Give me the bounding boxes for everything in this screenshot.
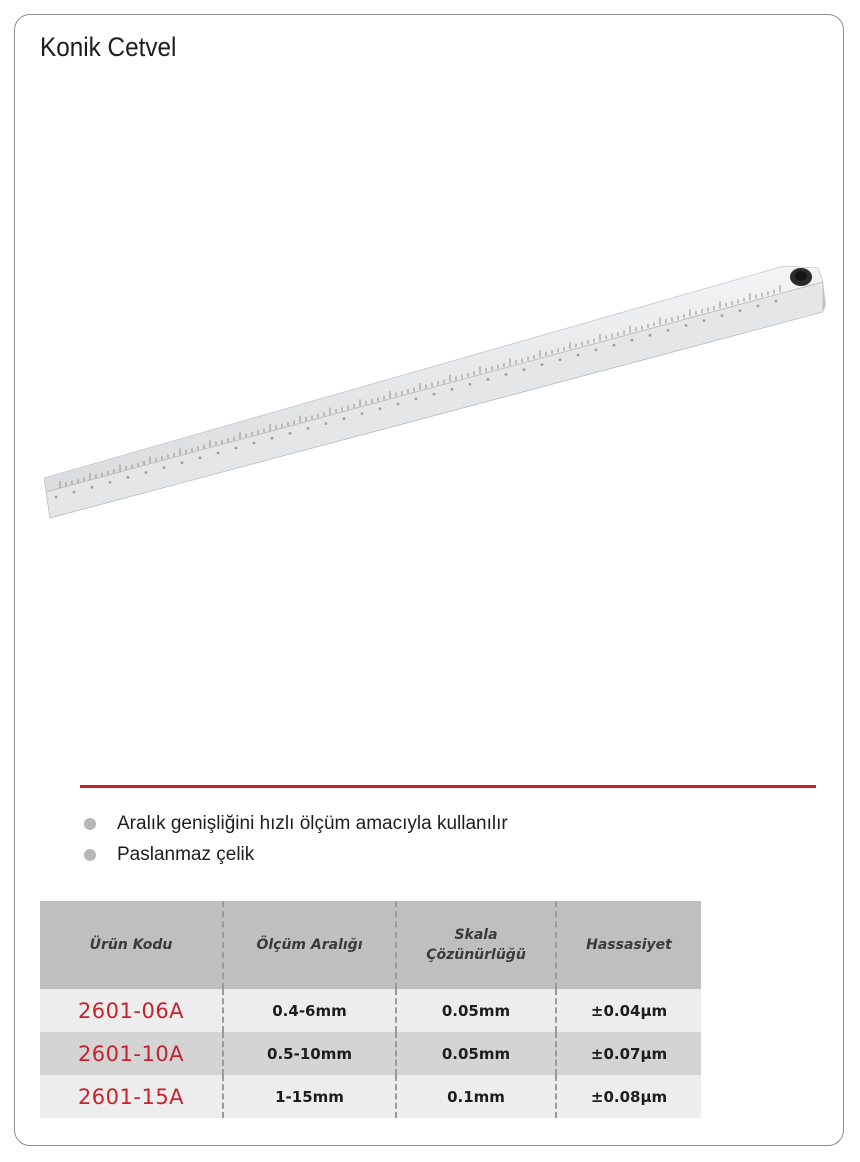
scale-dot xyxy=(217,452,220,455)
spec-table xyxy=(40,901,701,1118)
bullet-icon xyxy=(84,849,96,861)
scale-dot xyxy=(631,339,634,342)
scale-dot xyxy=(289,432,292,435)
scale-dot xyxy=(235,447,238,450)
header-scale-resolution-text: Skala Çözünürlüğü xyxy=(426,927,526,963)
accuracy-cell: ±0.04µm xyxy=(556,989,701,1032)
resolution-cell: 0.05mm xyxy=(396,989,556,1032)
accuracy-cell: ±0.07µm xyxy=(556,1032,701,1075)
scale-dot xyxy=(397,403,400,406)
scale-dot xyxy=(577,354,580,357)
feature-text: Paslanmaz çelik xyxy=(117,843,255,865)
scale-dot xyxy=(559,358,562,361)
scale-dot xyxy=(469,383,472,386)
scale-dot xyxy=(307,427,310,430)
feature-text: Aralık genişliğini hızlı ölçüm amacıyla kullanılır xyxy=(117,812,508,834)
scale-dot xyxy=(163,466,166,469)
scale-dot xyxy=(109,481,112,484)
scale-dot xyxy=(505,373,508,376)
range-cell: 1-15mm xyxy=(223,1075,396,1118)
scale-dot xyxy=(199,456,202,459)
product-code-cell: 2601-10A xyxy=(40,1032,223,1075)
scale-dot xyxy=(361,412,364,415)
page-title: Konik Cetvel xyxy=(40,32,177,62)
scale-dot xyxy=(775,300,778,303)
header-accuracy: Hassasiyet xyxy=(556,901,701,989)
scale-dot xyxy=(541,363,544,366)
scale-dot xyxy=(91,486,94,489)
section-divider xyxy=(80,785,816,788)
feature-item xyxy=(82,839,508,870)
scale-dot xyxy=(685,324,688,327)
range-cell: 0.4-6mm xyxy=(223,989,396,1032)
scale-dot xyxy=(595,349,598,352)
accuracy-cell: ±0.08µm xyxy=(556,1075,701,1118)
scale-dot xyxy=(757,305,760,308)
header-measuring-range: Ölçüm Aralığı xyxy=(223,901,396,989)
table-row xyxy=(40,1032,701,1075)
scale-dot xyxy=(343,417,346,420)
scale-dot xyxy=(649,334,652,337)
scale-dot xyxy=(739,309,742,312)
resolution-cell: 0.05mm xyxy=(396,1032,556,1075)
feature-item xyxy=(82,808,508,839)
scale-dot xyxy=(433,393,436,396)
table-row xyxy=(40,1075,701,1118)
product-code-cell: 2601-06A xyxy=(40,989,223,1032)
scale-dot xyxy=(487,378,490,381)
range-cell: 0.5-10mm xyxy=(223,1032,396,1075)
scale-dot xyxy=(253,442,256,445)
scale-dot xyxy=(181,461,184,464)
scale-dot xyxy=(613,344,616,347)
table-header-row xyxy=(40,901,701,989)
resolution-cell: 0.1mm xyxy=(396,1075,556,1118)
feature-list xyxy=(82,808,508,870)
scale-dot xyxy=(451,388,454,391)
scale-dot xyxy=(145,471,148,474)
scale-dot xyxy=(73,491,76,494)
header-scale-resolution xyxy=(396,901,556,989)
table-row xyxy=(40,989,701,1032)
header-product-code: Ürün Kodu xyxy=(40,901,223,989)
scale-dot xyxy=(415,398,418,401)
scale-dot xyxy=(55,496,58,499)
product-code-cell: 2601-15A xyxy=(40,1075,223,1118)
scale-dot xyxy=(127,476,130,479)
scale-dot xyxy=(325,422,328,425)
scale-dot xyxy=(667,329,670,332)
scale-dot xyxy=(523,368,526,371)
scale-dot xyxy=(271,437,274,440)
scale-dot xyxy=(703,319,706,322)
scale-dot xyxy=(721,314,724,317)
scale-dot xyxy=(379,407,382,410)
bullet-icon xyxy=(84,818,96,830)
